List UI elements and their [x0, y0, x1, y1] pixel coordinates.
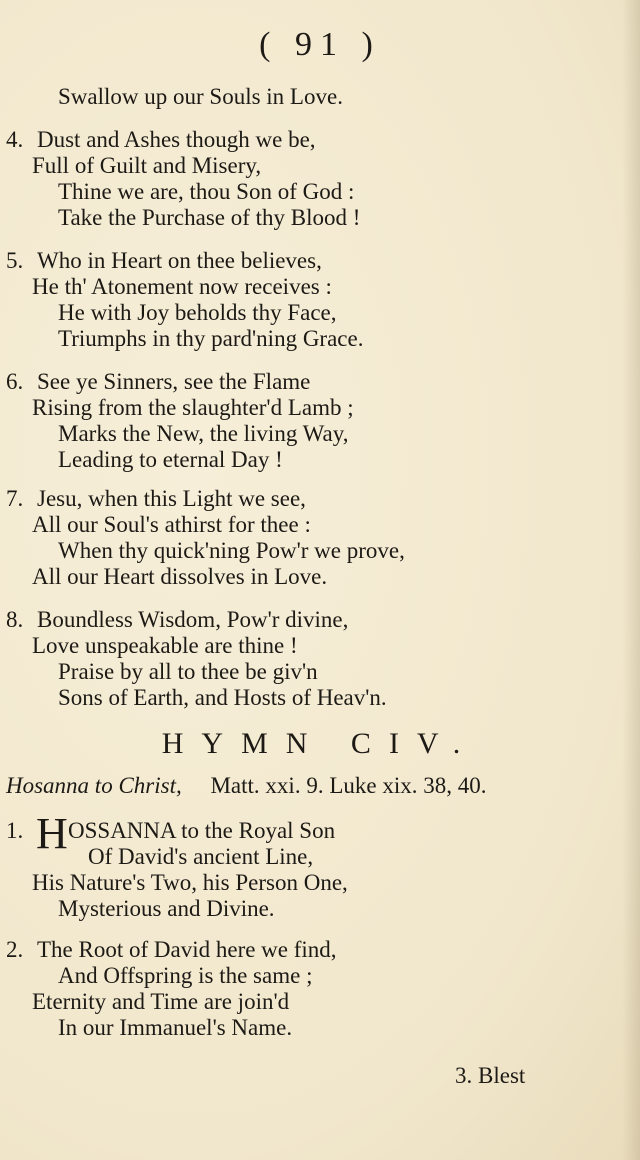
page-number: ( 91 ) — [259, 26, 381, 63]
verse-line: Thine we are, thou Son of God : — [58, 179, 355, 204]
verse-line: He th' Atonement now receives : — [32, 274, 332, 299]
verse-line: Leading to eternal Day ! — [58, 447, 283, 472]
stanza-number: 8. — [6, 607, 24, 632]
stanza-number: 4. — [6, 127, 24, 152]
verse-line: Of David's ancient Line, — [88, 844, 314, 869]
stanza-number: 5. — [6, 248, 24, 273]
verse-line: Eternity and Time are join'd — [32, 989, 290, 1014]
stanza-number: 6. — [6, 369, 24, 394]
verse-line: Praise by all to thee be giv'n — [58, 659, 318, 684]
verse-line: When thy quick'ning Pow'r we prove, — [58, 538, 405, 563]
continuation-line: Swallow up our Souls in Love. — [58, 84, 343, 109]
verse-line: Dust and Ashes though we be, — [37, 127, 316, 152]
verse-line: Who in Heart on thee believes, — [37, 248, 322, 273]
hymn-subtitle — [6, 773, 486, 799]
verse-line: Jesu, when this Light we see, — [37, 486, 306, 511]
drop-cap: H — [36, 809, 68, 858]
verse-line: All our Soul's athirst for thee : — [32, 512, 311, 537]
page-edge-shadow — [622, 0, 640, 1160]
hymn-subtitle-italic: Hosanna to Christ, — [6, 773, 182, 798]
stanza-number: 1. — [6, 818, 24, 843]
verse-line: In our Immanuel's Name. — [58, 1015, 293, 1040]
verse-line: The Root of David here we find, — [37, 937, 337, 962]
verse-line: And Offspring is the same ; — [58, 963, 313, 988]
hymn-title: HYMN CIV. — [161, 727, 479, 760]
stanza-number: 2. — [6, 937, 24, 962]
catchword: 3. Blest — [455, 1063, 526, 1088]
verse-line: OSSANNA to the Royal Son — [68, 818, 336, 843]
stanza-number: 7. — [6, 486, 24, 511]
verse-line: Marks the New, the living Way, — [58, 421, 349, 446]
verse-line: Mysterious and Divine. — [58, 896, 275, 921]
verse-line: Take the Purchase of thy Blood ! — [58, 205, 361, 230]
verse-line: All our Heart dissolves in Love. — [32, 564, 328, 589]
verse-line: Rising from the slaughter'd Lamb ; — [32, 395, 354, 420]
verse-line: Full of Guilt and Misery, — [32, 153, 262, 178]
verse-line: Sons of Earth, and Hosts of Heav'n. — [58, 685, 387, 710]
verse-line: Boundless Wisdom, Pow'r divine, — [37, 607, 349, 632]
verse-line: He with Joy beholds thy Face, — [58, 300, 337, 325]
verse-line: His Nature's Two, his Person One, — [32, 870, 348, 895]
verse-line: Love unspeakable are thine ! — [32, 633, 298, 658]
hymn-scripture-references: Matt. xxi. 9. Luke xix. 38, 40. — [210, 773, 487, 798]
verse-line: Triumphs in thy pard'ning Grace. — [58, 326, 364, 351]
verse-line: See ye Sinners, see the Flame — [37, 369, 311, 394]
